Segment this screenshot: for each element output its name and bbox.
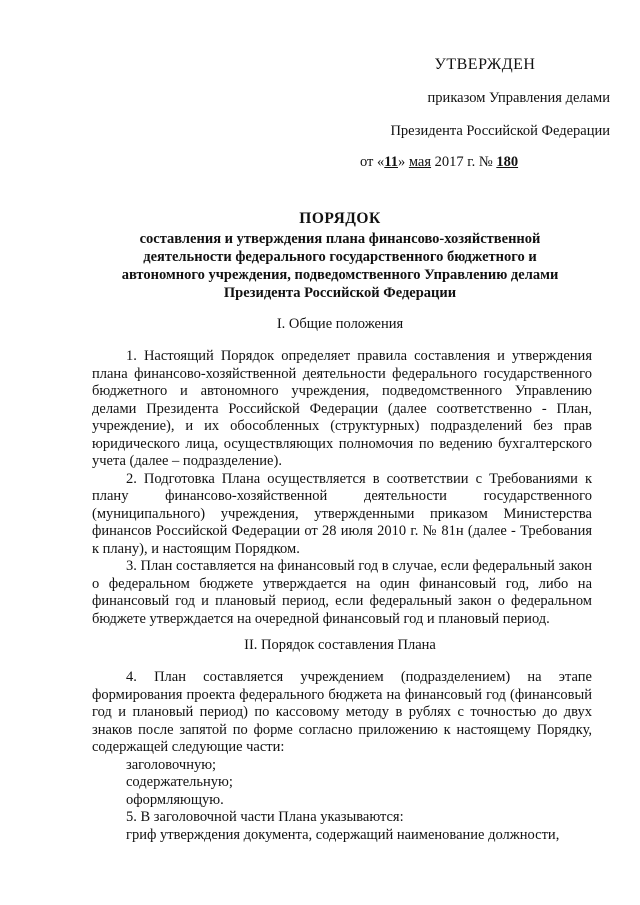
subtitle-line-1: составления и утверждения плана финансово-хозяйственной (139, 231, 541, 247)
subtitle-line-3: автономного учреждения, подведомственного Управлению делами (121, 267, 559, 283)
list-item-1: заголовочную; (126, 756, 217, 773)
paragraph-5: 5. В заголовочной части Плана указываются: (126, 809, 404, 825)
date-month: мая (408, 154, 432, 170)
order-number: 180 (496, 154, 519, 170)
section-2-body (92, 669, 592, 844)
paragraph-1: 1. Настоящий Порядок определяет правила составления и утверждения плана финансово-хозяйственной деятельности федерального государственного бюджетного и автономного учреждения, подведомственного Управлению делами Президента Российской Федерации (далее соответственно - План, учреждение), и их обособленных (структурных) подразделений без прав юридического лица, осуществляющих полномочия по ведению бухгалтерского учета (далее – подразделение). (92, 348, 592, 469)
date-day: 11 (384, 154, 398, 170)
section-2-title: II. Порядок составления Плана (244, 637, 436, 653)
section-1-title: I. Общие положения (276, 316, 404, 332)
approval-title: УТВЕРЖДЕН (434, 56, 536, 73)
paragraph-2: 2. Подготовка Плана осуществляется в соответствии с Требованиями к плану финансово-хозяйственной деятельности государственного (муниципального) учреждения, утвержденными приказом Министерства финансов Российской Федерации от 28 июля 2010 г. № 81н (далее - Требования к плану), и настоящим Порядком. (92, 470, 592, 557)
date-quote: » (397, 154, 406, 170)
document-heading (90, 210, 590, 302)
document-title: ПОРЯДОК (299, 210, 381, 227)
approval-date (360, 154, 610, 171)
subtitle-line-2: деятельности федерального государственного бюджетного и (143, 249, 537, 265)
approval-line-1: приказом Управления делами (427, 90, 610, 106)
section-1-body (92, 348, 592, 628)
paragraph-4: 4. План составляется учреждением (подразделением) на этапе формирования проекта федерального бюджета на финансовый год (финансовый год и плановый период) по кассовому методу в рублях с точностью до двух знаков после запятой по форме согласно приложению к настоящему Порядку, содержащей следующие части: (92, 669, 592, 755)
list-item-2: содержательную; (126, 774, 233, 790)
approval-block (360, 56, 610, 171)
approval-line-2: Президента Российской Федерации (390, 123, 610, 139)
list-item-3: оформляющую. (126, 791, 224, 808)
date-year: 2017 г. № (434, 154, 493, 170)
paragraph-6: гриф утверждения документа, содержащий наименование должности, (126, 826, 560, 843)
date-prefix: от « (360, 154, 385, 170)
subtitle-line-4: Президента Российской Федерации (223, 285, 457, 301)
paragraph-3: 3. План составляется на финансовый год в случае, если федеральный закон о федеральном бюджете утверждается на один финансовый год, либо на финансовый год и плановый период, если федеральный закон о федеральном бюджете утверждается на очередной финансовый год и плановый период. (92, 558, 592, 627)
